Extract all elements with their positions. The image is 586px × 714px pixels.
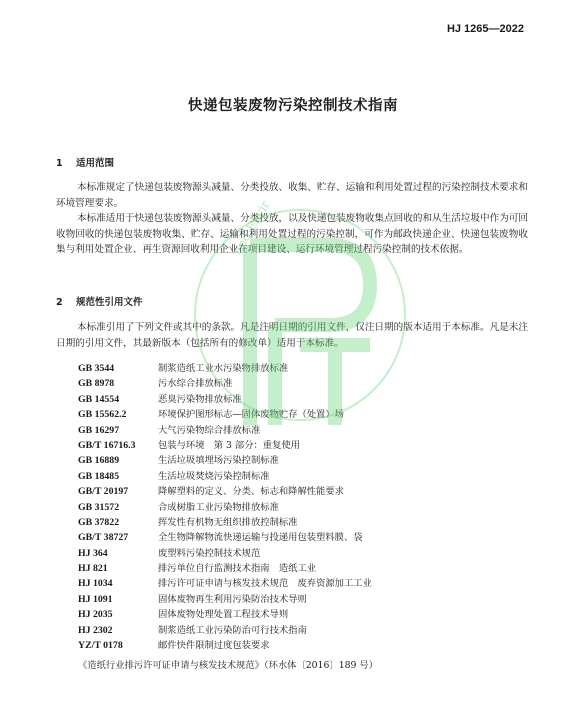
reference-title: 排污单位自行监测技术指南 造纸工业 (158, 563, 317, 575)
reference-row (78, 484, 372, 499)
reference-row (78, 607, 372, 622)
reference-code: HJ 1091 (78, 593, 113, 605)
section-2-heading (56, 294, 143, 308)
reference-code: GB 16297 (78, 424, 120, 436)
section-number: 2 (56, 297, 63, 308)
reference-code: GB 8978 (78, 378, 115, 390)
header-code: HJ 1265—2022 (446, 23, 524, 35)
reference-title: 大气污染物综合排放标准 (158, 424, 261, 436)
reference-code: GB 3544 (78, 363, 115, 374)
reference-row (78, 500, 372, 515)
reference-code: GB 16889 (78, 455, 120, 467)
reference-row (78, 638, 372, 653)
svg-text:and Envir: and Envir (230, 198, 273, 257)
reference-title: 全生物降解物流快递运输与投递用包装塑料膜、袋 (158, 532, 363, 544)
reference-code: GB 14554 (78, 393, 120, 405)
reference-title: 固体废物再生利用污染防治技术导则 (158, 593, 307, 605)
reference-code: GB/T 20197 (78, 486, 129, 498)
reference-row (78, 515, 372, 530)
section-1-paragraph-1: 本标准规定了快递包装废物源头减量、分类投放、收集、贮存、运输和利用处置过程的污染控制技术要求和环境管理要求。 (56, 182, 528, 209)
reference-row (78, 407, 372, 422)
reference-code: GB 15562.2 (78, 409, 127, 421)
reference-title: 恶臭污染物排放标准 (158, 393, 242, 405)
reference-title: 固体废物处理处置工程技术导则 (158, 609, 289, 621)
reference-row (78, 561, 372, 576)
reference-title: 环境保护图形标志—固体废物贮存（处置）场 (158, 409, 344, 421)
reference-row (78, 376, 372, 391)
reference-row (78, 423, 372, 438)
final-reference-note: 《造纸行业排污许可证申请与核发技术规范》（环水体〔2016〕189 号） (78, 660, 379, 671)
reference-row (78, 392, 372, 407)
reference-list (78, 361, 372, 653)
reference-row (78, 546, 372, 561)
section-2-paragraph-1: 本标准引用了下列文件或其中的条款。凡是注明日期的引用文件，仅注日期的版本适用于本标准。凡是未注日期的引用文件，其最新版本（包括所有的修改单）适用于本标准。 (56, 322, 528, 349)
section-1-heading (56, 155, 114, 169)
reference-code: HJ 1034 (78, 578, 113, 590)
reference-title: 污水综合排放标准 (158, 378, 233, 390)
reference-title: 排污许可证申请与核发技术规范 废弃资源加工工业 (158, 578, 372, 590)
reference-title: 合成树脂工业污染物排放标准 (158, 501, 279, 513)
reference-code: GB 37822 (78, 516, 120, 528)
reference-title: 邮件快件限制过度包装要求 (158, 640, 270, 652)
reference-row (78, 530, 372, 545)
reference-title: 生活垃圾填埋场污染控制标准 (158, 455, 279, 467)
reference-row (78, 438, 372, 453)
reference-title: 降解塑料的定义、分类、标志和降解性能要求 (158, 486, 344, 498)
reference-title: 废塑料污染控制技术规范 (158, 547, 261, 559)
reference-title: 挥发性有机物无组织排放控制标准 (158, 516, 298, 528)
section-number: 1 (56, 158, 63, 169)
reference-row (78, 576, 372, 591)
reference-title: 制浆造纸工业水污染物排放标准 (158, 363, 289, 374)
reference-code: HJ 2302 (78, 624, 113, 636)
section-1-paragraph-2: 本标准适用于快递包装废物源头减量、分类投放，以及快递包装废物收集点回收的和从生活垃圾中作为可回收物回收的快递包装废物收集、贮存、运输和利用处置过程的污染控制，可作为邮政快递企业、快递包装废物收集与利用处置企业、再生资源回收利用企业在项目建设、运行环境管理过程污染控制的技术依据。 (56, 213, 528, 255)
reference-code: GB/T 16716.3 (78, 439, 136, 451)
reference-code: HJ 2035 (78, 609, 113, 621)
reference-row (78, 453, 372, 468)
reference-row (78, 469, 372, 484)
document-title: 快递包装废物污染控制技术指南 (188, 98, 398, 114)
section-title: 规范性引用文件 (76, 297, 143, 308)
reference-code: YZ/T 0178 (78, 640, 123, 652)
reference-row (78, 592, 372, 607)
reference-row (78, 623, 372, 638)
reference-code: GB 31572 (78, 501, 120, 513)
section-title: 适用范围 (76, 158, 115, 169)
reference-title: 包装与环境 第 3 部分：重复使用 (158, 439, 300, 451)
reference-code: GB/T 38727 (78, 532, 129, 544)
reference-code: HJ 821 (78, 563, 108, 575)
reference-title: 制浆造纸工业污染防治可行技术指南 (158, 624, 307, 636)
reference-title: 生活垃圾焚烧污染控制标准 (158, 470, 270, 482)
reference-row (78, 361, 372, 376)
reference-code: GB 18485 (78, 470, 120, 482)
reference-code: HJ 364 (78, 547, 108, 559)
